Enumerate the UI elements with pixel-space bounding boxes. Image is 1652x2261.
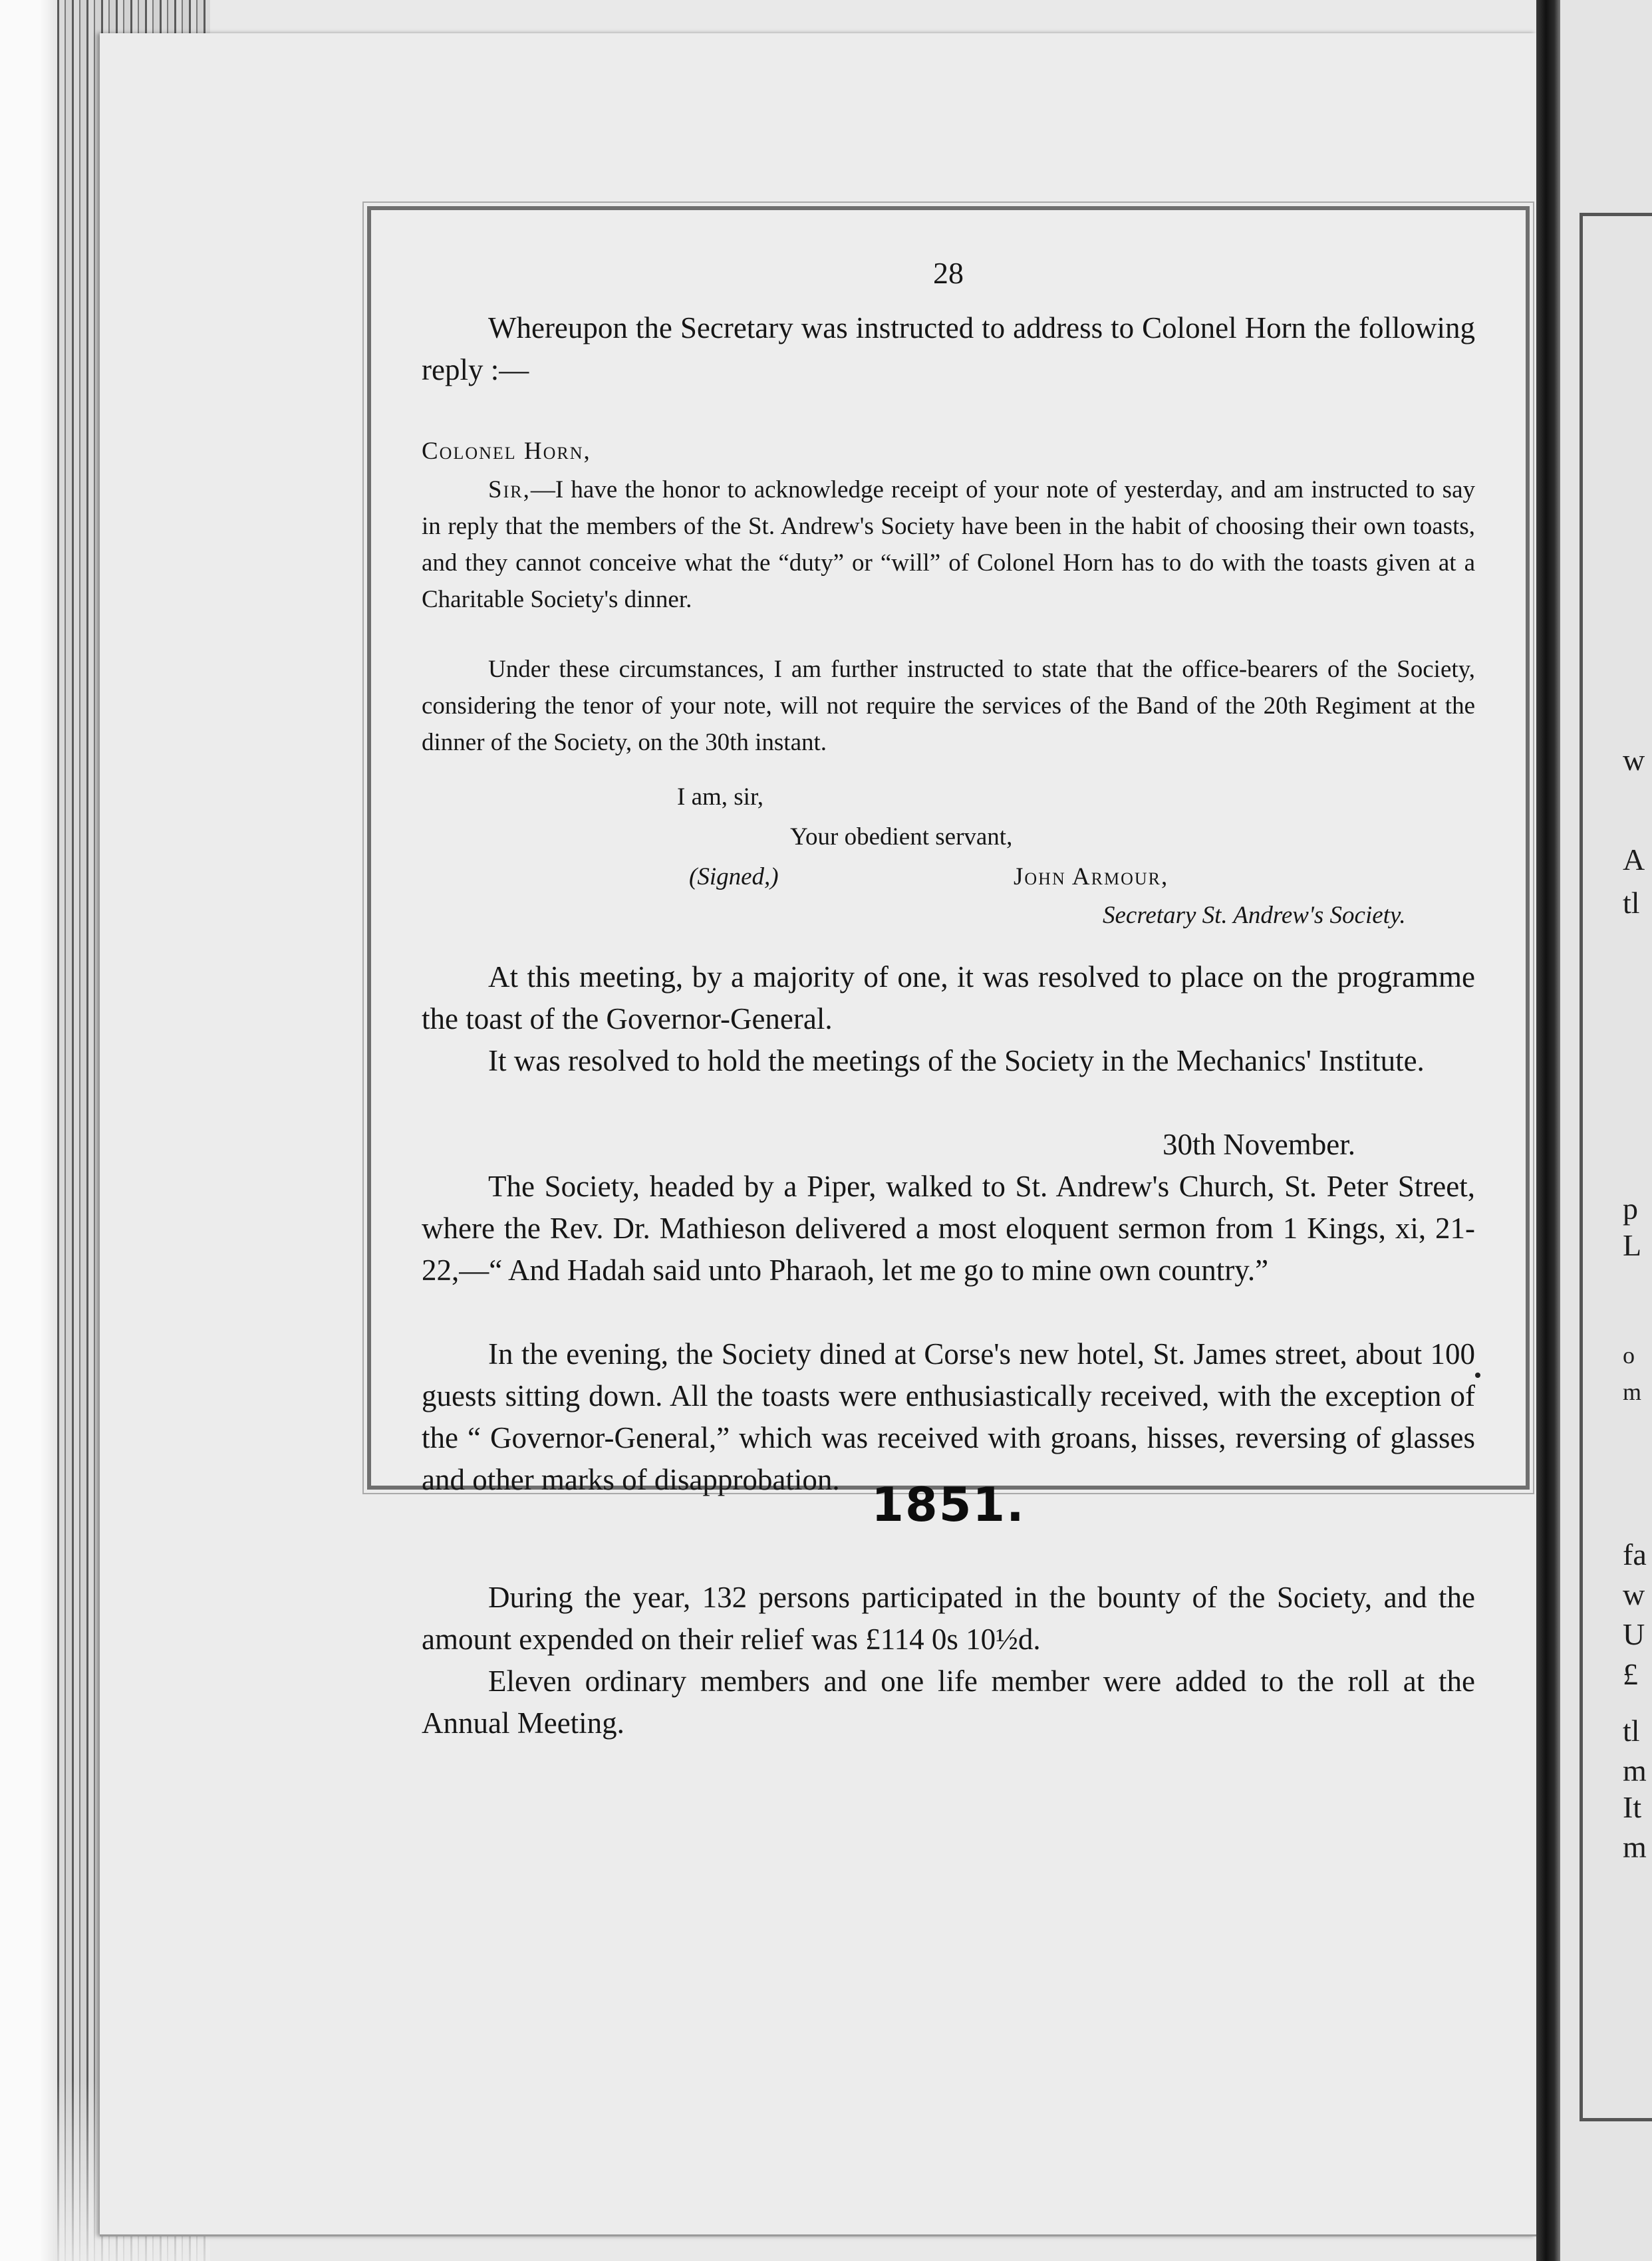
page-number: 28 (933, 256, 964, 290)
facing-page-fragment: fa (1623, 1537, 1647, 1571)
facing-page-fragment: It (1623, 1790, 1642, 1824)
paragraph-bounty: During the year, 132 persons participated in the bounty of the Society, and the amount expended on their relief was £114 0s 10½d. (422, 1581, 1475, 1656)
signer-title: Secretary St. Andrew's Society. (1103, 902, 1406, 929)
facing-page-fragment: A (1623, 843, 1645, 876)
facing-page-fragment: m (1623, 1379, 1642, 1405)
signed-label: (Signed,) (689, 863, 779, 890)
date-line: 30th November. (1163, 1128, 1355, 1161)
facing-page-fragment: tl (1623, 1714, 1640, 1748)
facing-page-fragment: m (1623, 1754, 1647, 1788)
facing-page-fragment: w (1623, 743, 1645, 777)
paragraph-members: Eleven ordinary members and one life member were added to the roll at the Annual Meeting. (422, 1664, 1475, 1740)
facing-page-fragment: o (1623, 1342, 1635, 1369)
paragraph-procession: The Society, headed by a Piper, walked to St. Andrew's Church, St. Peter Street, where the Rev. Dr. Mathieson delivered a most eloquent sermon from 1 Kings, xi, 21-22,—“ And Hadah said unto Pharaoh, let me go to mine own country.” (422, 1170, 1475, 1287)
letter-salutation: Colonel Horn, (422, 438, 591, 465)
facing-page-fragment: w (1623, 1577, 1645, 1611)
letter-paragraph: Under these circumstances, I am further instructed to state that the office-bearers of the Society, considering the tenor of your note, will not require the services of the Band of the 20th Regiment at the dinner of the Society, on the 30th instant. (422, 656, 1475, 756)
paragraph-resolution-toast: At this meeting, by a majority of one, it was resolved to place on the programme the toast of the Governor-General. (422, 960, 1475, 1035)
intro-paragraph: Whereupon the Secretary was instructed to address to Colonel Horn the following reply :— (422, 311, 1475, 386)
letter-paragraph-text: —I have the honor to acknowledge receipt of your note of yesterday, and am instructed to say in reply that the members of the St. Andrew's Society have been in the habit of choosing their own toasts, and they cannot conceive what the “duty” or “will” of Colonel Horn has to do with the toasts given at a Charitable Society's dinner. (422, 476, 1475, 613)
letter-closing: I am, sir, (677, 783, 764, 811)
facing-page-fragment: U (1623, 1617, 1645, 1651)
year-heading: 1851. (871, 1478, 1026, 1532)
letter-closing: Your obedient servant, (790, 823, 1013, 851)
facing-page-fragment: tl (1623, 886, 1640, 920)
facing-page-fragment: p (1623, 1192, 1638, 1226)
print-speck (1475, 1373, 1480, 1378)
facing-page-fragment: £ (1623, 1657, 1638, 1691)
page-frame (367, 206, 1530, 1740)
paragraph-dinner: In the evening, the Society dined at Corse's new hotel, St. James street, about 100 guests sitting down. All the toasts were enthusiastically received, with the exception of the “ Governor-General,” which was received with groans, hisses, reversing of glasses and other marks of disapprobation. (422, 1337, 1475, 1496)
facing-page-fragment: m (1623, 1830, 1647, 1864)
scan-left-margin (0, 0, 67, 2261)
letter-paragraph (422, 471, 1475, 618)
letter-sir: Sir, (488, 476, 531, 503)
paragraph-resolution-meetings: It was resolved to hold the meetings of the Society in the Mechanics' Institute. (488, 1044, 1425, 1077)
signer-name: John Armour, (1014, 863, 1169, 890)
facing-page-fragment: L (1623, 1228, 1642, 1262)
